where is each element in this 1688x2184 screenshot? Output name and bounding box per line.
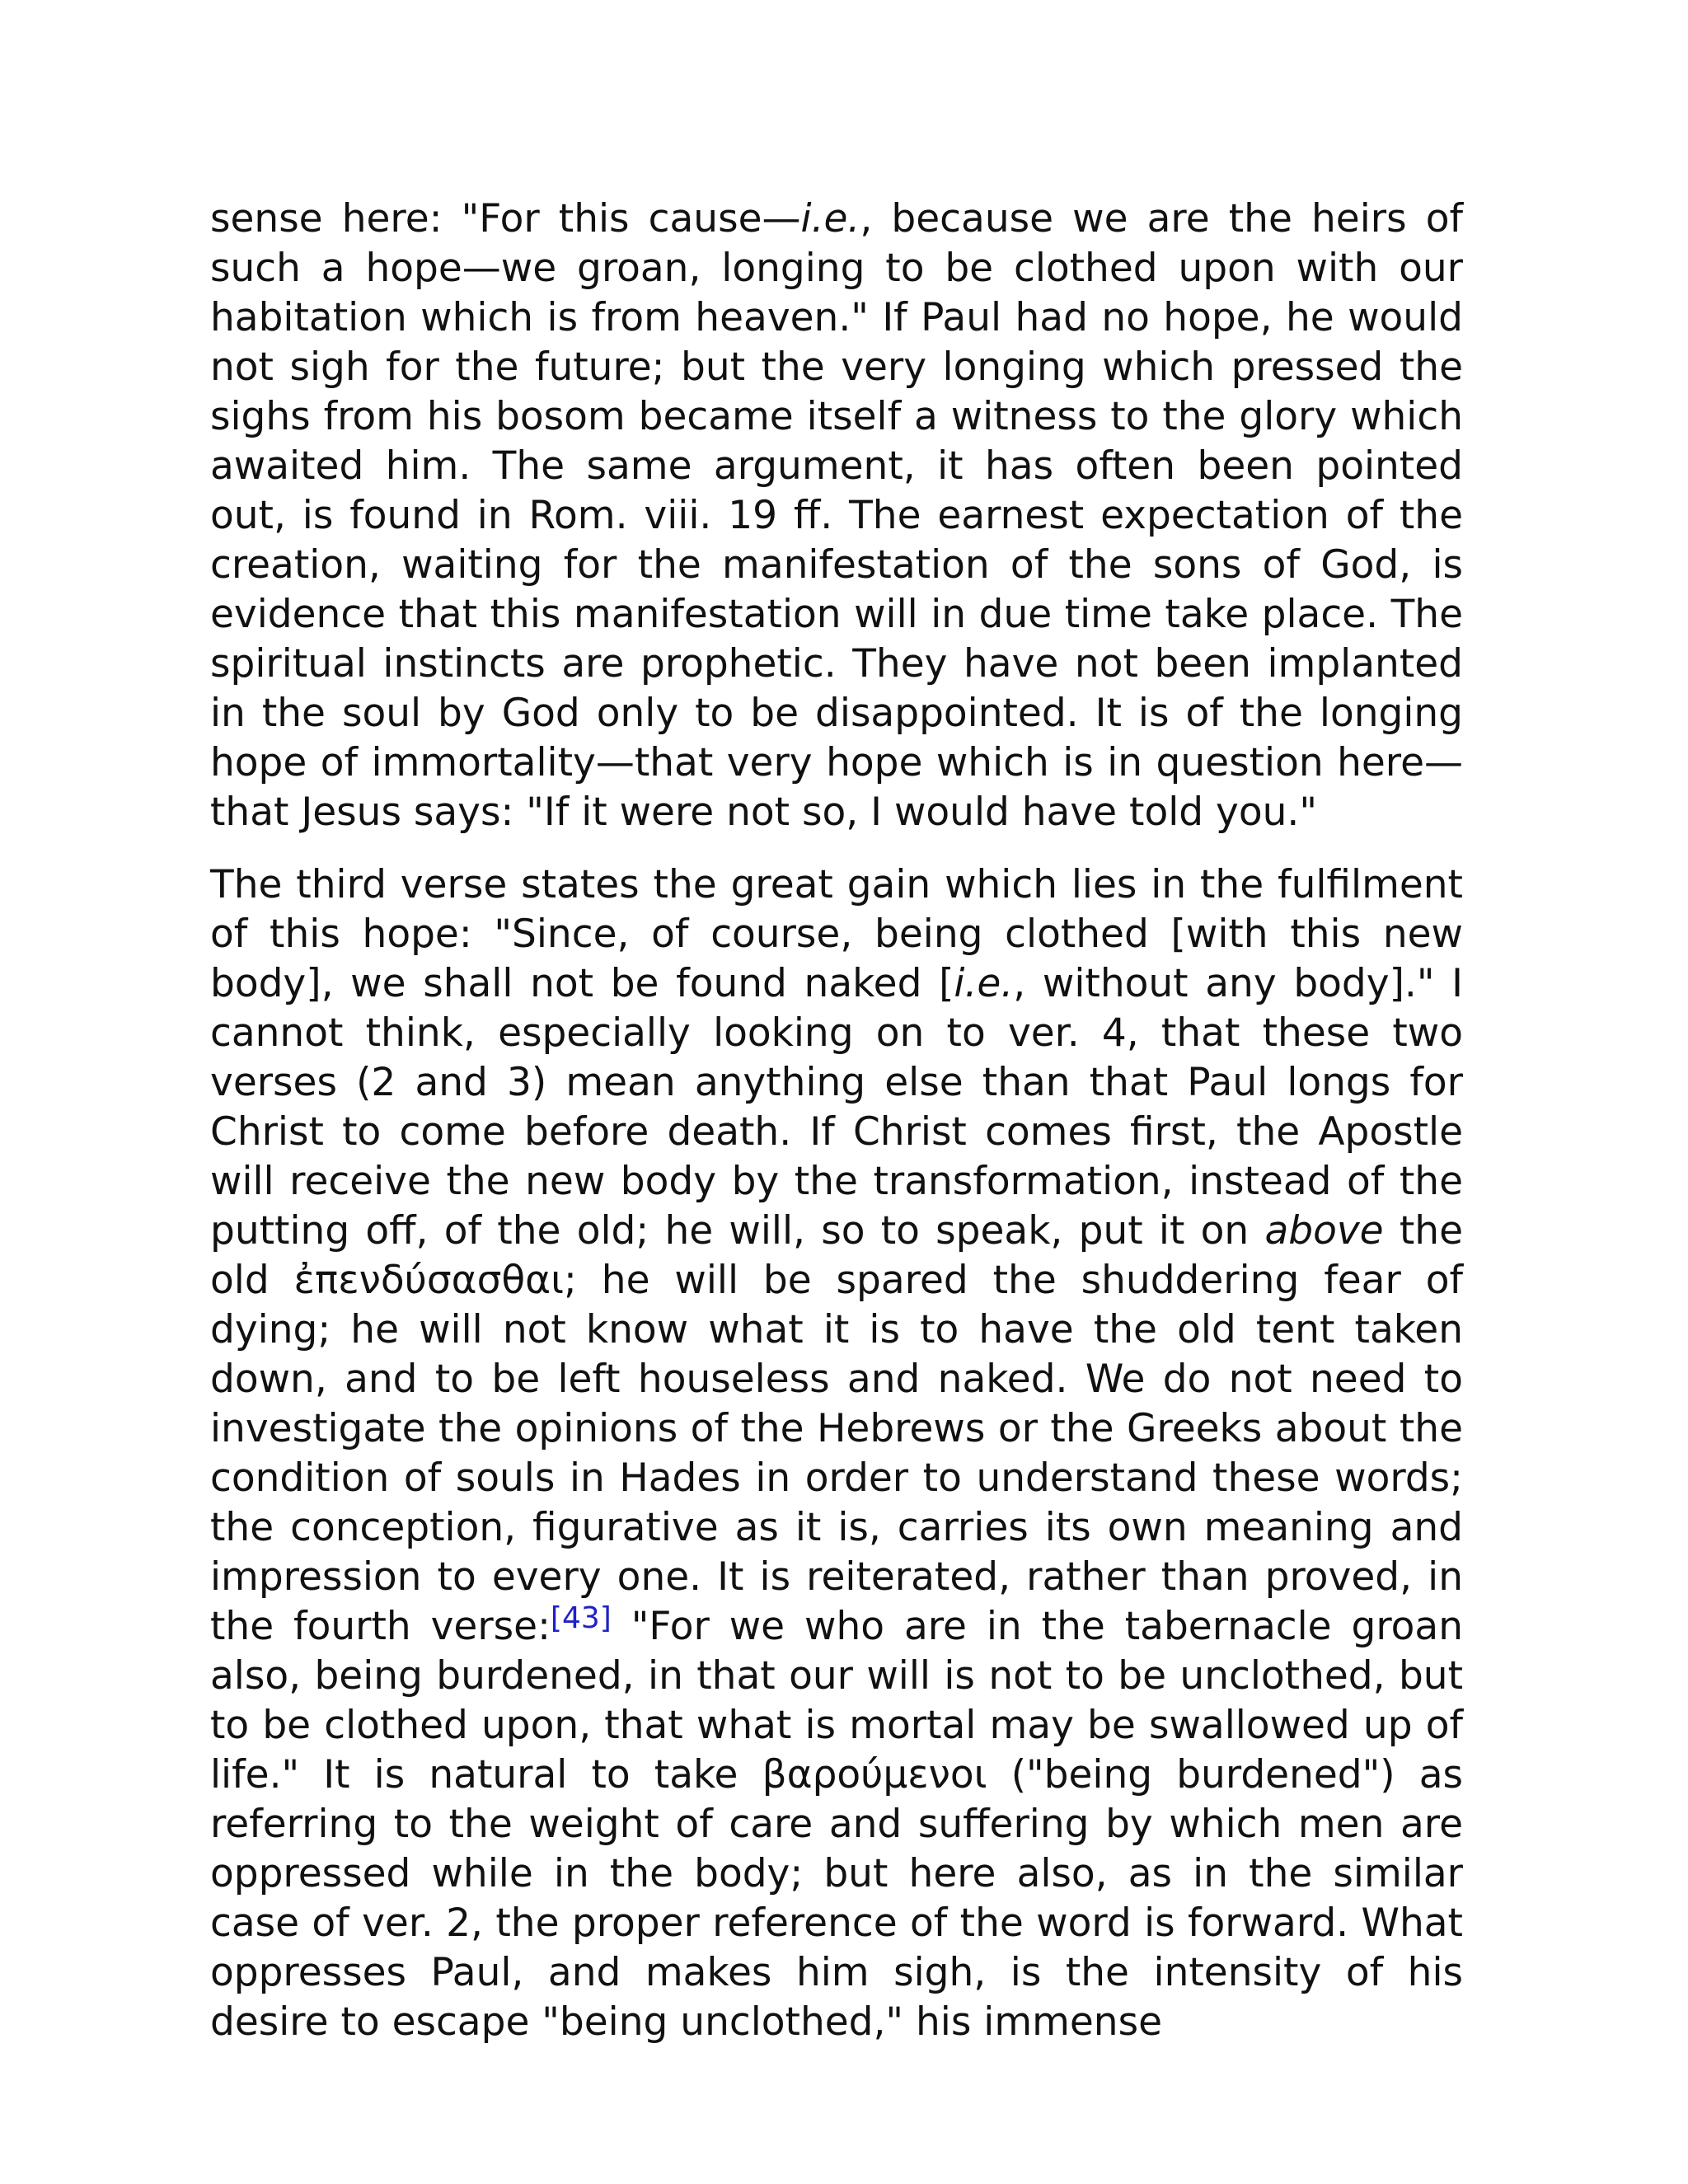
paragraph-text: sense here: "For this cause— xyxy=(210,196,801,241)
paragraph-text: , because we are the heirs of such a hope—we groan, longing to be clothed upon with our habitation which is from heaven." If Paul had no hope, he would not sigh for the future; but the very longing which pressed the sighs from his bosom became itself a witness to the glory which awaited him. The same argument, it has often been pointed out, is found in Rom. viii. 19 ff. The earnest expectation of the creation, waiting for the manifestation of the sons of God, is evidence that this manifestation will in due time take place. The spiritual instincts are prophetic. They have not been implanted in the soul by God only to be disappointed. It is of the longing hope of immortality—that very hope which is in question here—that Jesus says: "If it were not so, I would have told you." xyxy=(210,196,1463,835)
italic-text: above xyxy=(1264,1208,1384,1254)
footnote-link[interactable]: [43] xyxy=(550,1601,612,1635)
paragraph-text: the old ἐπενδύσασθαι; he will be spared the shuddering fear of dying; he will not know what it is to have the old tent taken down, and to be left houseless and naked. We do not need to investigate the opinions of the Hebrews or the Greeks about the condition of souls in Hades in order to understand these words; the conception, figurative as it is, carries its own meaning and impression to every one. It is reiterated, rather than proved, in the fourth verse: xyxy=(210,1208,1463,1649)
paragraph-text: , without any body]." I cannot think, especially looking on to ver. 4, that these two verses (2 and 3) mean anything else than that Paul longs for Christ to come before death. If Christ comes first, the Apostle will receive the new body by the transformation, instead of the putting off, of the old; he will, so to speak, put it on xyxy=(210,961,1463,1254)
italic-text: i.e. xyxy=(800,196,860,241)
italic-text: i.e. xyxy=(954,961,1014,1006)
paragraph-text: "For we who are in the tabernacle groan also, being burdened, in that our will is not to be unclothed, but to be clothed upon, that what is mortal may be swallowed up of life." It is natural to take βαρούμενοι ("being burdened") as referring to the weight of care and suffering by which men are oppressed while in the body; but here also, as in the similar case of ver. 2, the proper reference of the word is forward. What oppresses Paul, and makes him sigh, is the intensity of his desire to escape "being unclothed," his immense xyxy=(210,1604,1463,2045)
paragraph-1 xyxy=(210,194,1463,837)
paragraph-2 xyxy=(210,860,1463,2047)
document-page xyxy=(210,194,1463,2047)
paragraph-text: The third verse states the great gain which lies in the fulfilment of this hope: "Since, of course, being clothed [with this new body], we shall not be found naked [ xyxy=(210,862,1463,1006)
